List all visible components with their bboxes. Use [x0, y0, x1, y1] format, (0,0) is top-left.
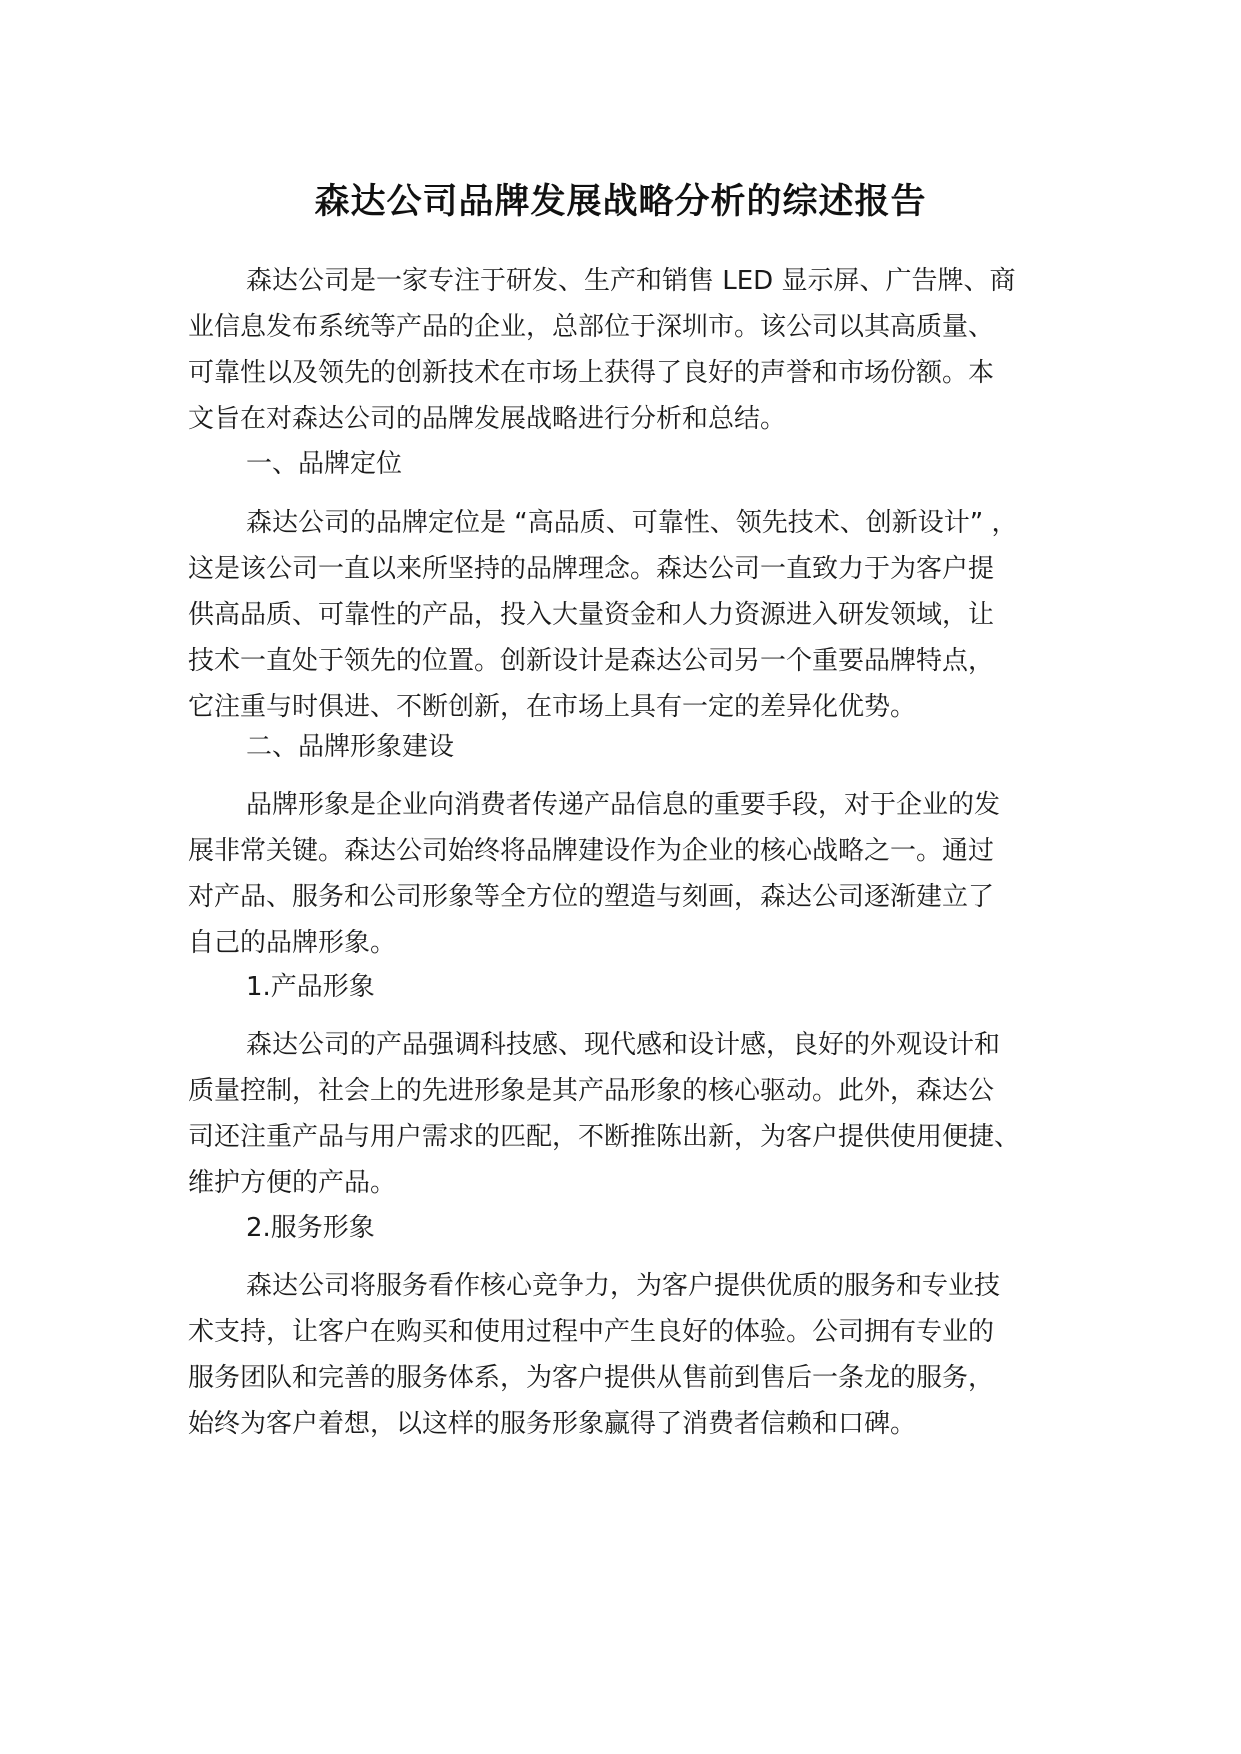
intro-paragraph	[188, 258, 1058, 442]
paragraph-line: 始终为客户着想，以这样的服务形象赢得了消费者信赖和口碑。	[188, 1409, 917, 1439]
service-image-paragraph	[188, 1263, 1058, 1447]
paragraph-line: 质量控制，社会上的先进形象是其产品形象的核心驱动。此外，森达公	[188, 1076, 995, 1106]
paragraph-line: 森达公司将服务看作核心竞争力，为客户提供优质的服务和专业技	[246, 1271, 1001, 1301]
subsection-heading: 2.服务形象	[246, 1213, 375, 1243]
paragraph-line: 森达公司是一家专注于研发、生产和销售 LED 显示屏、广告牌、商	[246, 266, 1016, 296]
section-heading: 一、品牌定位	[246, 449, 403, 479]
subsection-heading: 1.产品形象	[246, 972, 375, 1002]
paragraph-line: 服务团队和完善的服务体系，为客户提供从售前到售后一条龙的服务，	[188, 1363, 995, 1393]
paragraph-line: 森达公司的产品强调科技感、现代感和设计感，良好的外观设计和	[246, 1030, 1001, 1060]
paragraph-line: 文旨在对森达公司的品牌发展战略进行分析和总结。	[188, 404, 787, 434]
brand-positioning-paragraph	[188, 500, 1058, 730]
paragraph-line: 品牌形象是企业向消费者传递产品信息的重要手段，对于企业的发	[246, 790, 1001, 820]
subsection-heading-product-image	[188, 964, 1058, 1010]
subsection-heading-service-image	[188, 1205, 1058, 1251]
paragraph-line: 它注重与时俱进、不断创新，在市场上具有一定的差异化优势。	[188, 692, 917, 722]
paragraph-line: 展非常关键。森达公司始终将品牌建设作为企业的核心战略之一。通过	[188, 836, 995, 866]
paragraph-line: 司还注重产品与用户需求的匹配，不断推陈出新，为客户提供使用便捷、	[188, 1122, 1021, 1152]
paragraph-line: 术支持，让客户在购买和使用过程中产生良好的体验。公司拥有专业的	[188, 1317, 995, 1347]
paragraph-line: 供高品质、可靠性的产品，投入大量资金和人力资源进入研发领域，让	[188, 600, 995, 630]
paragraph-line: 自己的品牌形象。	[188, 928, 397, 958]
section-heading-brand-positioning	[188, 441, 1058, 487]
paragraph-line: 这是该公司一直以来所坚持的品牌理念。森达公司一直致力于为客户提	[188, 554, 995, 584]
product-image-paragraph	[188, 1022, 1058, 1206]
section-heading: 二、品牌形象建设	[246, 732, 455, 762]
paragraph-line: 森达公司的品牌定位是 “高品质、可靠性、领先技术、创新设计” ，	[246, 508, 1018, 538]
document-title: 森达公司品牌发展战略分析的综述报告	[314, 182, 927, 222]
paragraph-line: 维护方便的产品。	[188, 1168, 397, 1198]
paragraph-line: 对产品、服务和公司形象等全方位的塑造与刻画，森达公司逐渐建立了	[188, 882, 995, 912]
section-heading-brand-image	[188, 724, 1058, 770]
paragraph-line: 技术一直处于领先的位置。创新设计是森达公司另一个重要品牌特点，	[188, 646, 995, 676]
paragraph-line: 业信息发布系统等产品的企业，总部位于深圳市。该公司以其高质量、	[188, 312, 995, 342]
brand-image-paragraph	[188, 782, 1058, 966]
paragraph-line: 可靠性以及领先的创新技术在市场上获得了良好的声誉和市场份额。本	[188, 358, 995, 388]
